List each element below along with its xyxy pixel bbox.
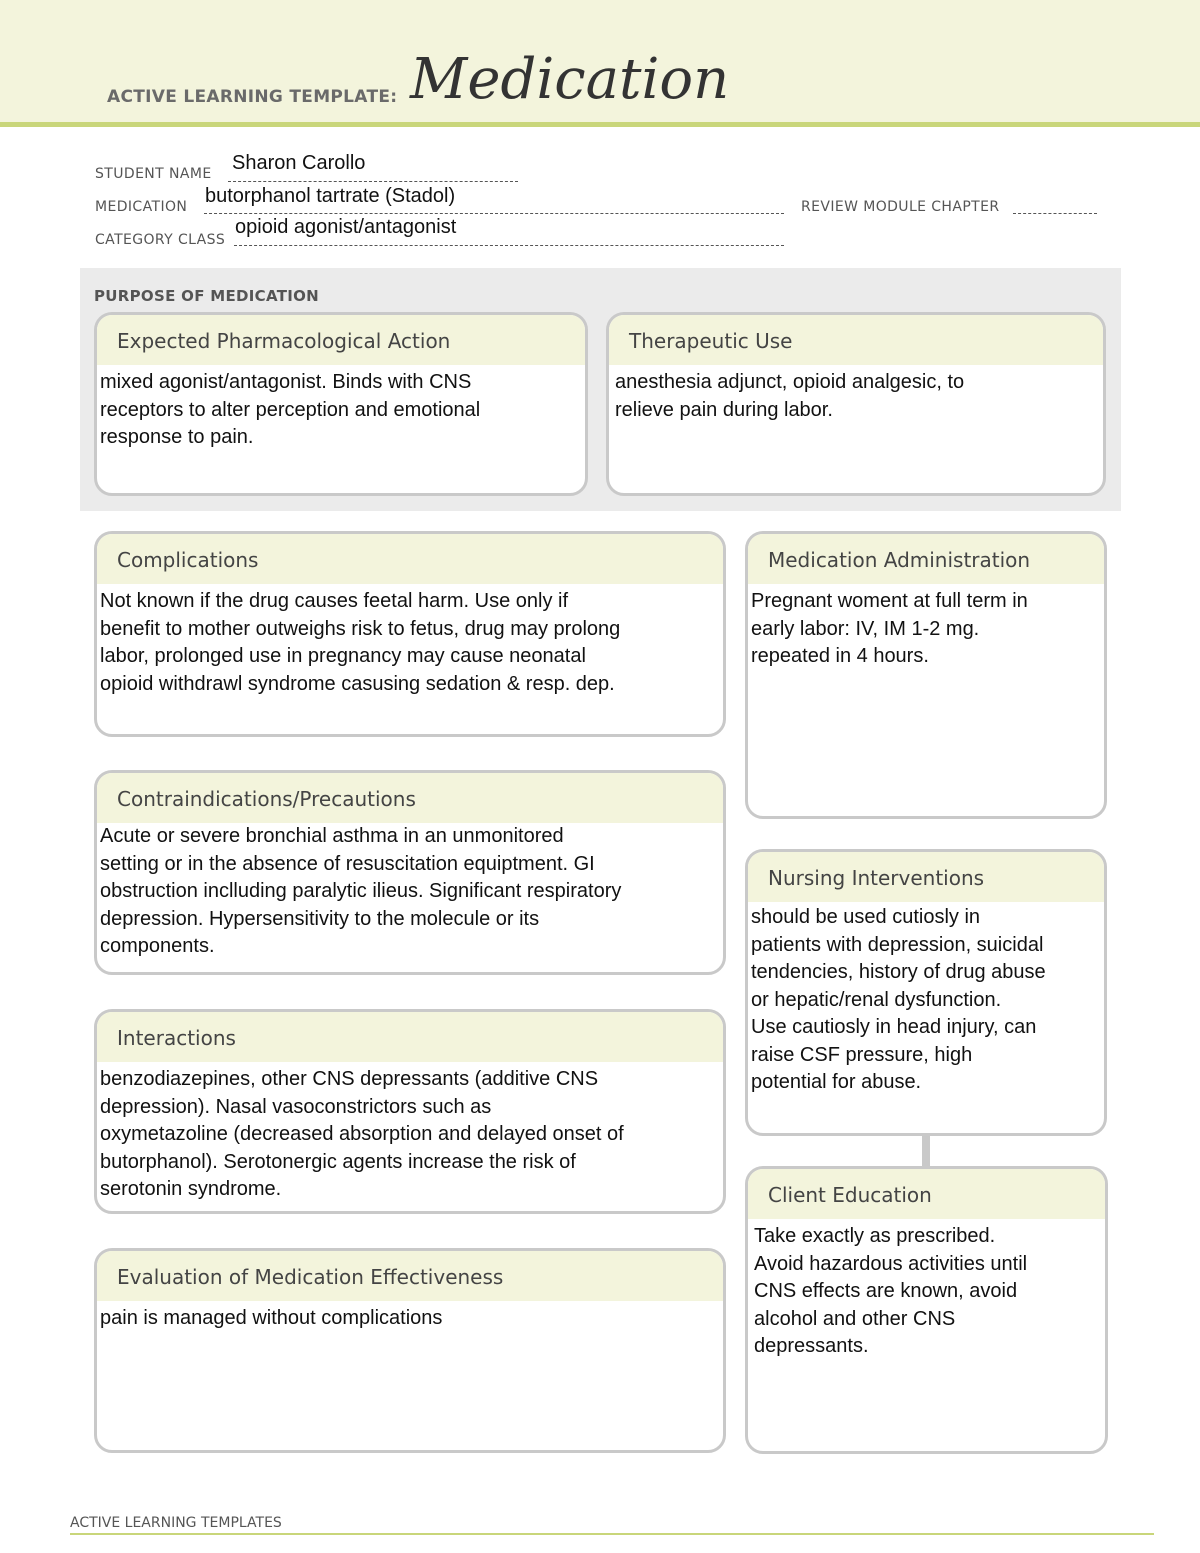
- expected-action-heading: Expected Pharmacological Action: [97, 315, 585, 365]
- interactions-text[interactable]: benzodiazepines, other CNS depressants (additive CNS depression). Nasal vasoconstrictors such as oxymetazoline (decreased absorption and delayed onset of butorphanol). Serotonergic agents increase the risk of serotonin syndrome.: [100, 1068, 624, 1200]
- category-class-value[interactable]: opioid agonist/antagonist: [235, 216, 457, 238]
- client-education-card: [745, 1166, 1108, 1454]
- purpose-title: PURPOSE OF MEDICATION: [94, 287, 320, 305]
- category-class-line: [234, 245, 784, 246]
- student-name-label: STUDENT NAME: [95, 166, 212, 182]
- interactions-heading: Interactions: [97, 1012, 723, 1062]
- medication-administration-text[interactable]: Pregnant woment at full term in early labor: IV, IM 1-2 mg. repeated in 4 hours.: [751, 590, 1028, 667]
- student-name-value[interactable]: Sharon Carollo: [232, 152, 366, 174]
- evaluation-text[interactable]: pain is managed without complications: [100, 1307, 443, 1329]
- complications-card: [94, 531, 726, 737]
- evaluation-card: [94, 1248, 726, 1453]
- nursing-interventions-text[interactable]: should be used cutiosly in patients with depression, suicidal tendencies, history of drug abuse or hepatic/renal dysfunction. Use cautiosly in head injury, can raise CSF pressure, high potential for abuse.: [751, 906, 1046, 1093]
- medication-administration-heading: Medication Administration: [748, 534, 1104, 584]
- card-connector: [922, 1134, 930, 1168]
- client-education-text[interactable]: Take exactly as prescribed. Avoid hazardous activities until CNS effects are known, avoid alcohol and other CNS depressants.: [754, 1225, 1028, 1357]
- template-title: Medication: [410, 47, 730, 112]
- nursing-interventions-card: [745, 849, 1107, 1136]
- therapeutic-use-heading: Therapeutic Use: [609, 315, 1103, 365]
- interactions-card: [94, 1009, 726, 1214]
- client-education-heading: Client Education: [748, 1169, 1105, 1219]
- contraindications-card: [94, 770, 726, 975]
- expected-action-card: [94, 312, 588, 496]
- medication-label: MEDICATION: [95, 199, 188, 215]
- complications-heading: Complications: [97, 534, 723, 584]
- contraindications-heading: Contraindications/Precautions: [97, 773, 723, 823]
- footer-text: ACTIVE LEARNING TEMPLATES: [70, 1515, 282, 1531]
- nursing-interventions-heading: Nursing Interventions: [748, 852, 1104, 902]
- footer-rule: [70, 1533, 1154, 1535]
- review-module-line: [1013, 213, 1097, 214]
- medication-administration-card: [745, 531, 1107, 819]
- therapeutic-use-text[interactable]: anesthesia adjunct, opioid analgesic, to relieve pain during labor.: [615, 371, 965, 421]
- contraindications-text[interactable]: Acute or severe bronchial asthma in an unmonitored setting or in the absence of resuscitation equiptment. GI obstruction inclluding paralytic ilieus. Significant respiratory depression. Hypersensitivity to the molecule or its components.: [100, 825, 622, 957]
- complications-text[interactable]: Not known if the drug causes feetal harm. Use only if benefit to mother outweighs risk to fetus, drug may prolong labor, prolonged use in pregnancy may cause neonatal opioid withdrawl syndrome casusing sedation & resp. dep.: [100, 590, 621, 695]
- medication-value[interactable]: butorphanol tartrate (Stadol): [205, 185, 456, 207]
- student-name-line: [228, 181, 518, 182]
- therapeutic-use-card: [606, 312, 1106, 496]
- medication-line: [204, 213, 784, 214]
- category-class-label: CATEGORY CLASS: [95, 232, 226, 248]
- review-module-label: REVIEW MODULE CHAPTER: [801, 199, 1000, 215]
- expected-action-text[interactable]: mixed agonist/antagonist. Binds with CNS receptors to alter perception and emotional response to pain.: [100, 371, 481, 448]
- template-label: ACTIVE LEARNING TEMPLATE:: [107, 87, 398, 107]
- header-rule: [0, 122, 1200, 127]
- evaluation-heading: Evaluation of Medication Effectiveness: [97, 1251, 723, 1301]
